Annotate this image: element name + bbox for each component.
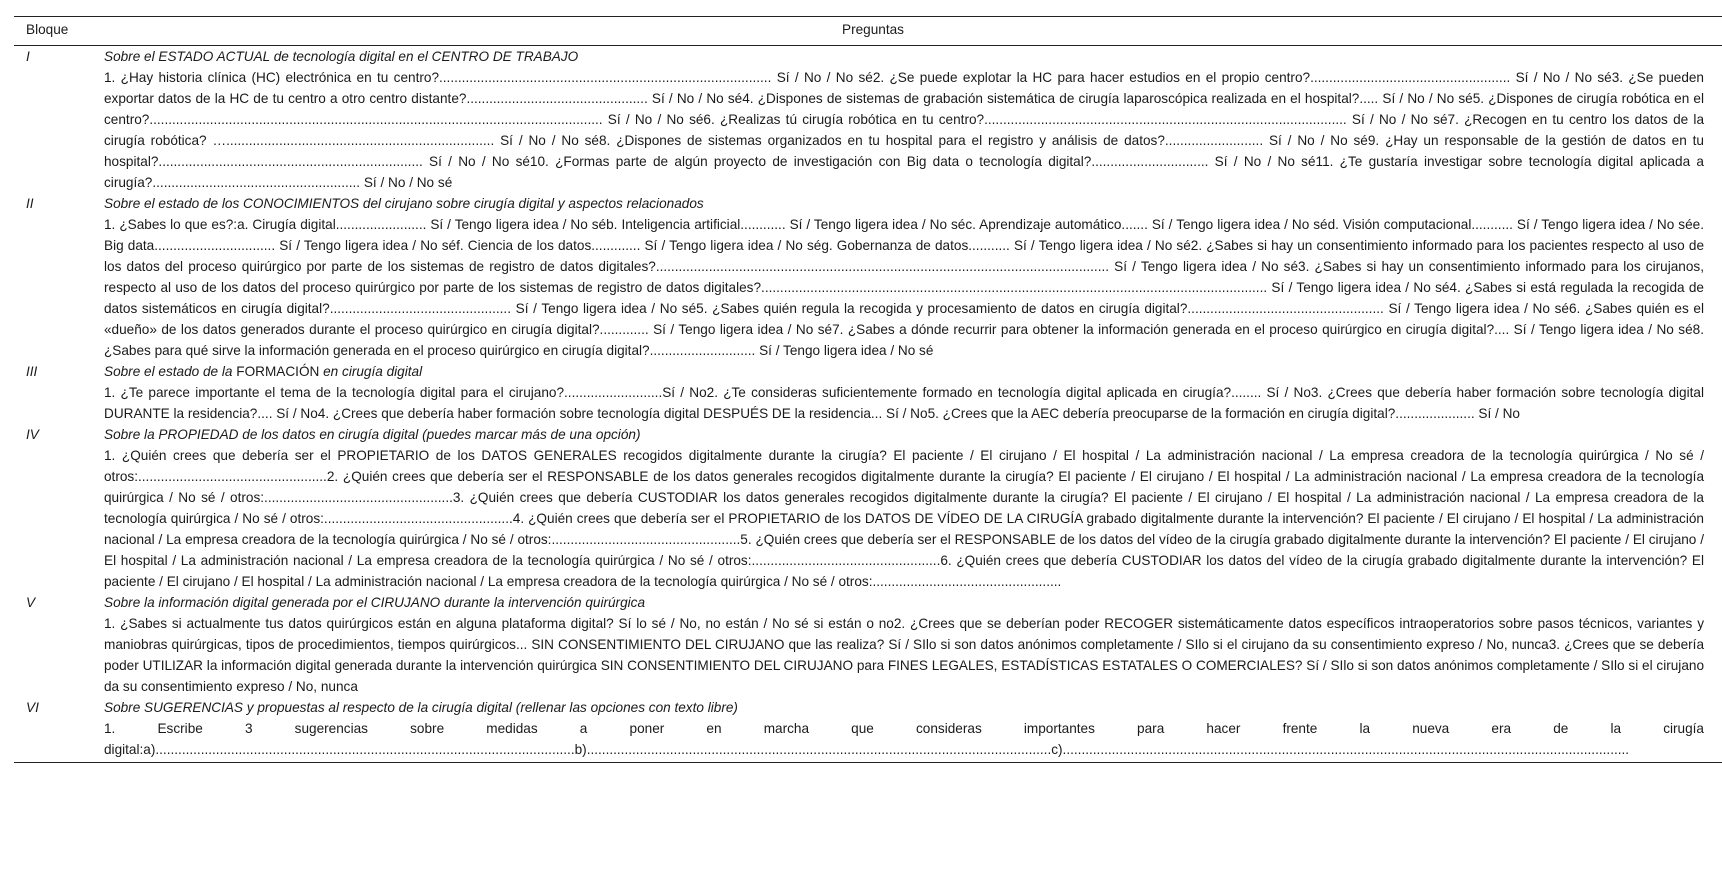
header-preguntas: Preguntas [104, 17, 1722, 46]
block-title-pre: Sobre el ESTADO ACTUAL de tecnología digital en el CENTRO DE TRABAJO [104, 49, 579, 64]
block-row [14, 46, 1722, 194]
block-row [14, 424, 1722, 592]
block-content [104, 697, 1722, 763]
block-row [14, 592, 1722, 697]
block-questions: 1. Escribe 3 sugerencias sobre medidas a poner en marcha que consideras importantes para hacer frente la nueva era de la cirugía digital:a)...............................................................................................................b)...........................................................................................................................c)...................................................................................................................................................... [104, 721, 1704, 757]
block-content [104, 361, 1722, 424]
block-title-pre: Sobre SUGERENCIAS y propuestas al respecto de la cirugía digital (rellenar las opciones con texto libre) [104, 700, 738, 715]
block-title-pre: Sobre el estado de los CONOCIMIENTOS del cirujano sobre cirugía digital y aspectos relacionados [104, 196, 704, 211]
block-content [104, 46, 1722, 194]
block-title-pre: Sobre la PROPIEDAD de los datos en cirugía digital (puedes marcar más de una opción) [104, 427, 641, 442]
block-id: IV [26, 427, 39, 442]
block-title [104, 697, 1704, 718]
block-questions: 1. ¿Hay historia clínica (HC) electrónica en tu centro?........................................................................................ Sí / No / No sé2. ¿Se puede explotar la HC para hacer estudios en el propio centro?..................................................... Sí / No / No sé3. ¿Se pueden exportar datos de la HC de tu centro a otro centro distante?................................................ Sí / No / No sé4. ¿Dispones de sistemas de grabación sistemática de cirugía laparoscópica realizada en el hospital?..... Sí / No / No sé5. ¿Dispones de cirugía robótica en el centro?........................................................................................................................ Sí / No / No sé6. ¿Realizas tú cirugía robótica en tu centro?................................................................................................ Sí / No / No sé7. ¿Recogen en tu centro los datos de la cirugía robótica? …....................................................................... Sí / No / No sé8. ¿Dispones de sistemas organizados en tu hospital para el registro y análisis de datos?.......................... Sí / No / No sé9. ¿Hay un responsable de la gestión de datos en tu hospital?...................................................................... Sí / No / No sé10. ¿Formas parte de algún proyecto de investigación con Big data o tecnología digital?............................... Sí / No / No sé11. ¿Te gustaría investigar sobre tecnología digital aplicada a cirugía?....................................................... Sí / No / No sé [104, 70, 1704, 190]
block-id: II [26, 196, 34, 211]
block-title [104, 46, 1704, 67]
block-content [104, 592, 1722, 697]
block-questions: 1. ¿Sabes si actualmente tus datos quirúrgicos están en alguna plataforma digital? Sí lo sé / No, no están / No sé si están o no2. ¿Crees que se deberían poder RECOGER sistemáticamente datos específicos intraoperatorios sobre pasos técnicos, variantes y maniobras quirúrgicas, tipos de procedimientos, tiempos quirúrgicos... SIN CONSENTIMIENTO DEL CIRUJANO que las realiza? Sí / SIlo si son datos anónimos completamente / SIlo si el cirujano da su consentimiento expreso / No, nunca3. ¿Crees que se debería poder UTILIZAR la información digital generada durante la intervención quirúrgica SIN CONSENTIMIENTO DEL CIRUJANO para FINES LEGALES, ESTADÍSTICAS ESTATALES O COMERCIALES? Sí / SIlo si son datos anónimos completamente / SIlo si el cirujano da su consentimiento expreso / No, nunca [104, 616, 1704, 694]
header-row [14, 17, 1722, 46]
survey-table [14, 16, 1722, 763]
block-questions: 1. ¿Quién crees que debería ser el PROPIETARIO de los DATOS GENERALES recogidos digitalmente durante la cirugía? El paciente / El cirujano / El hospital / La administración nacional / La empresa creadora de la tecnología quirúrgica / No sé / otros:..................................................2. ¿Quién crees que debería ser el RESPONSABLE de los datos generales recogidos digitalmente durante la cirugía? El paciente / El cirujano / El hospital / La administración nacional / La empresa creadora de la tecnología quirúrgica / No sé / otros:..................................................3. ¿Quién crees que debería CUSTODIAR los datos generales recogidos digitalmente durante la cirugía? El paciente / El cirujano / El hospital / La administración nacional / La empresa creadora de la tecnología quirúrgica / No sé / otros:..................................................4. ¿Quién crees que debería ser el PROPIETARIO de los DATOS DE VÍDEO DE LA CIRUGÍA grabado digitalmente durante la intervención? El paciente / El cirujano / El hospital / La administración nacional / La empresa creadora de la tecnología quirúrgica / No sé / otros:..................................................5. ¿Quién crees que debería ser el RESPONSABLE de los datos del vídeo de la cirugía grabado digitalmente durante la intervención? El paciente / El cirujano / El hospital / La administración nacional / La empresa creadora de la tecnología quirúrgica / No sé / otros:..................................................6. ¿Quién crees que debería CUSTODIAR los datos del vídeo de la cirugía grabado digitalmente durante la intervención? El paciente / El cirujano / El hospital / La administración nacional / La empresa creadora de la tecnología quirúrgica / No sé / otros:.................................................. [104, 448, 1704, 589]
block-title [104, 361, 1704, 382]
block-title-up: FORMACIÓN [236, 364, 320, 379]
block-id: V [26, 595, 36, 610]
block-title [104, 424, 1704, 445]
block-row [14, 193, 1722, 361]
block-id: III [26, 364, 38, 379]
block-title [104, 592, 1704, 613]
block-content [104, 424, 1722, 592]
block-title-post: en cirugía digital [319, 364, 423, 379]
block-row [14, 697, 1722, 763]
block-id: VI [14, 697, 104, 763]
header-bloque: Bloque [14, 17, 104, 46]
block-row [14, 361, 1722, 424]
block-questions: 1. ¿Sabes lo que es?:a. Cirugía digital........................ Sí / Tengo ligera idea / No séb. Inteligencia artificial............ Sí / Tengo ligera idea / No séc. Aprendizaje automático....... Sí / Tengo ligera idea / No séd. Visión computacional........... Sí / Tengo ligera idea / No sée. Big data................................ Sí / Tengo ligera idea / No séf. Ciencia de los datos............. Sí / Tengo ligera idea / No ség. Gobernanza de datos........... Sí / Tengo ligera idea / No sé2. ¿Sabes si hay un consentimiento informado para los pacientes respecto al uso de los datos del proceso quirúrgico por parte de los sistemas de registro de datos digitales?........................................................................................................................ Sí / Tengo ligera idea / No sé3. ¿Sabes si hay un consentimiento informado para los cirujanos, respecto al uso de los datos del proceso quirúrgico por parte de los sistemas de registro de datos digitales?...................................................................................................................................... Sí / Tengo ligera idea / No sé4. ¿Sabes si está regulada la recogida de datos sistemáticos en cirugía digital?................................................ Sí / Tengo ligera idea / No sé5. ¿Sabes quién regula la recogida y procesamiento de datos en cirugía digital?.................................................... Sí / Tengo ligera idea / No sé6. ¿Sabes quién es el «dueño» de los datos generados durante el proceso quirúrgico en cirugía digital?............. Sí / Tengo ligera idea / No sé7. ¿Sabes a dónde recurrir para obtener la información generada en el proceso quirúrgico en cirugía digital?.... Sí / Tengo ligera idea / No sé8. ¿Sabes para qué sirve la información generada en el proceso quirúrgico en cirugía digital?............................ Sí / Tengo ligera idea / No sé [104, 217, 1704, 358]
block-id: I [26, 49, 30, 64]
block-content [104, 193, 1722, 361]
block-questions: 1. ¿Te parece importante el tema de la tecnología digital para el cirujano?..........................Sí / No2. ¿Te consideras suficientemente formado en tecnología digital aplicada en cirugía?........ Sí / No3. ¿Crees que debería haber formación sobre tecnología digital DURANTE la residencia?.... Sí / No4. ¿Crees que debería haber formación sobre tecnología digital DESPUÉS DE la residencia... Sí / No5. ¿Crees que la AEC debería preocuparse de la formación en cirugía digital?..................... Sí / No [104, 385, 1704, 421]
block-title-pre: Sobre el estado de la [104, 364, 237, 379]
block-title [104, 193, 1704, 214]
block-title-pre: Sobre la información digital generada por el CIRUJANO durante la intervención quirúrgica [104, 595, 646, 610]
